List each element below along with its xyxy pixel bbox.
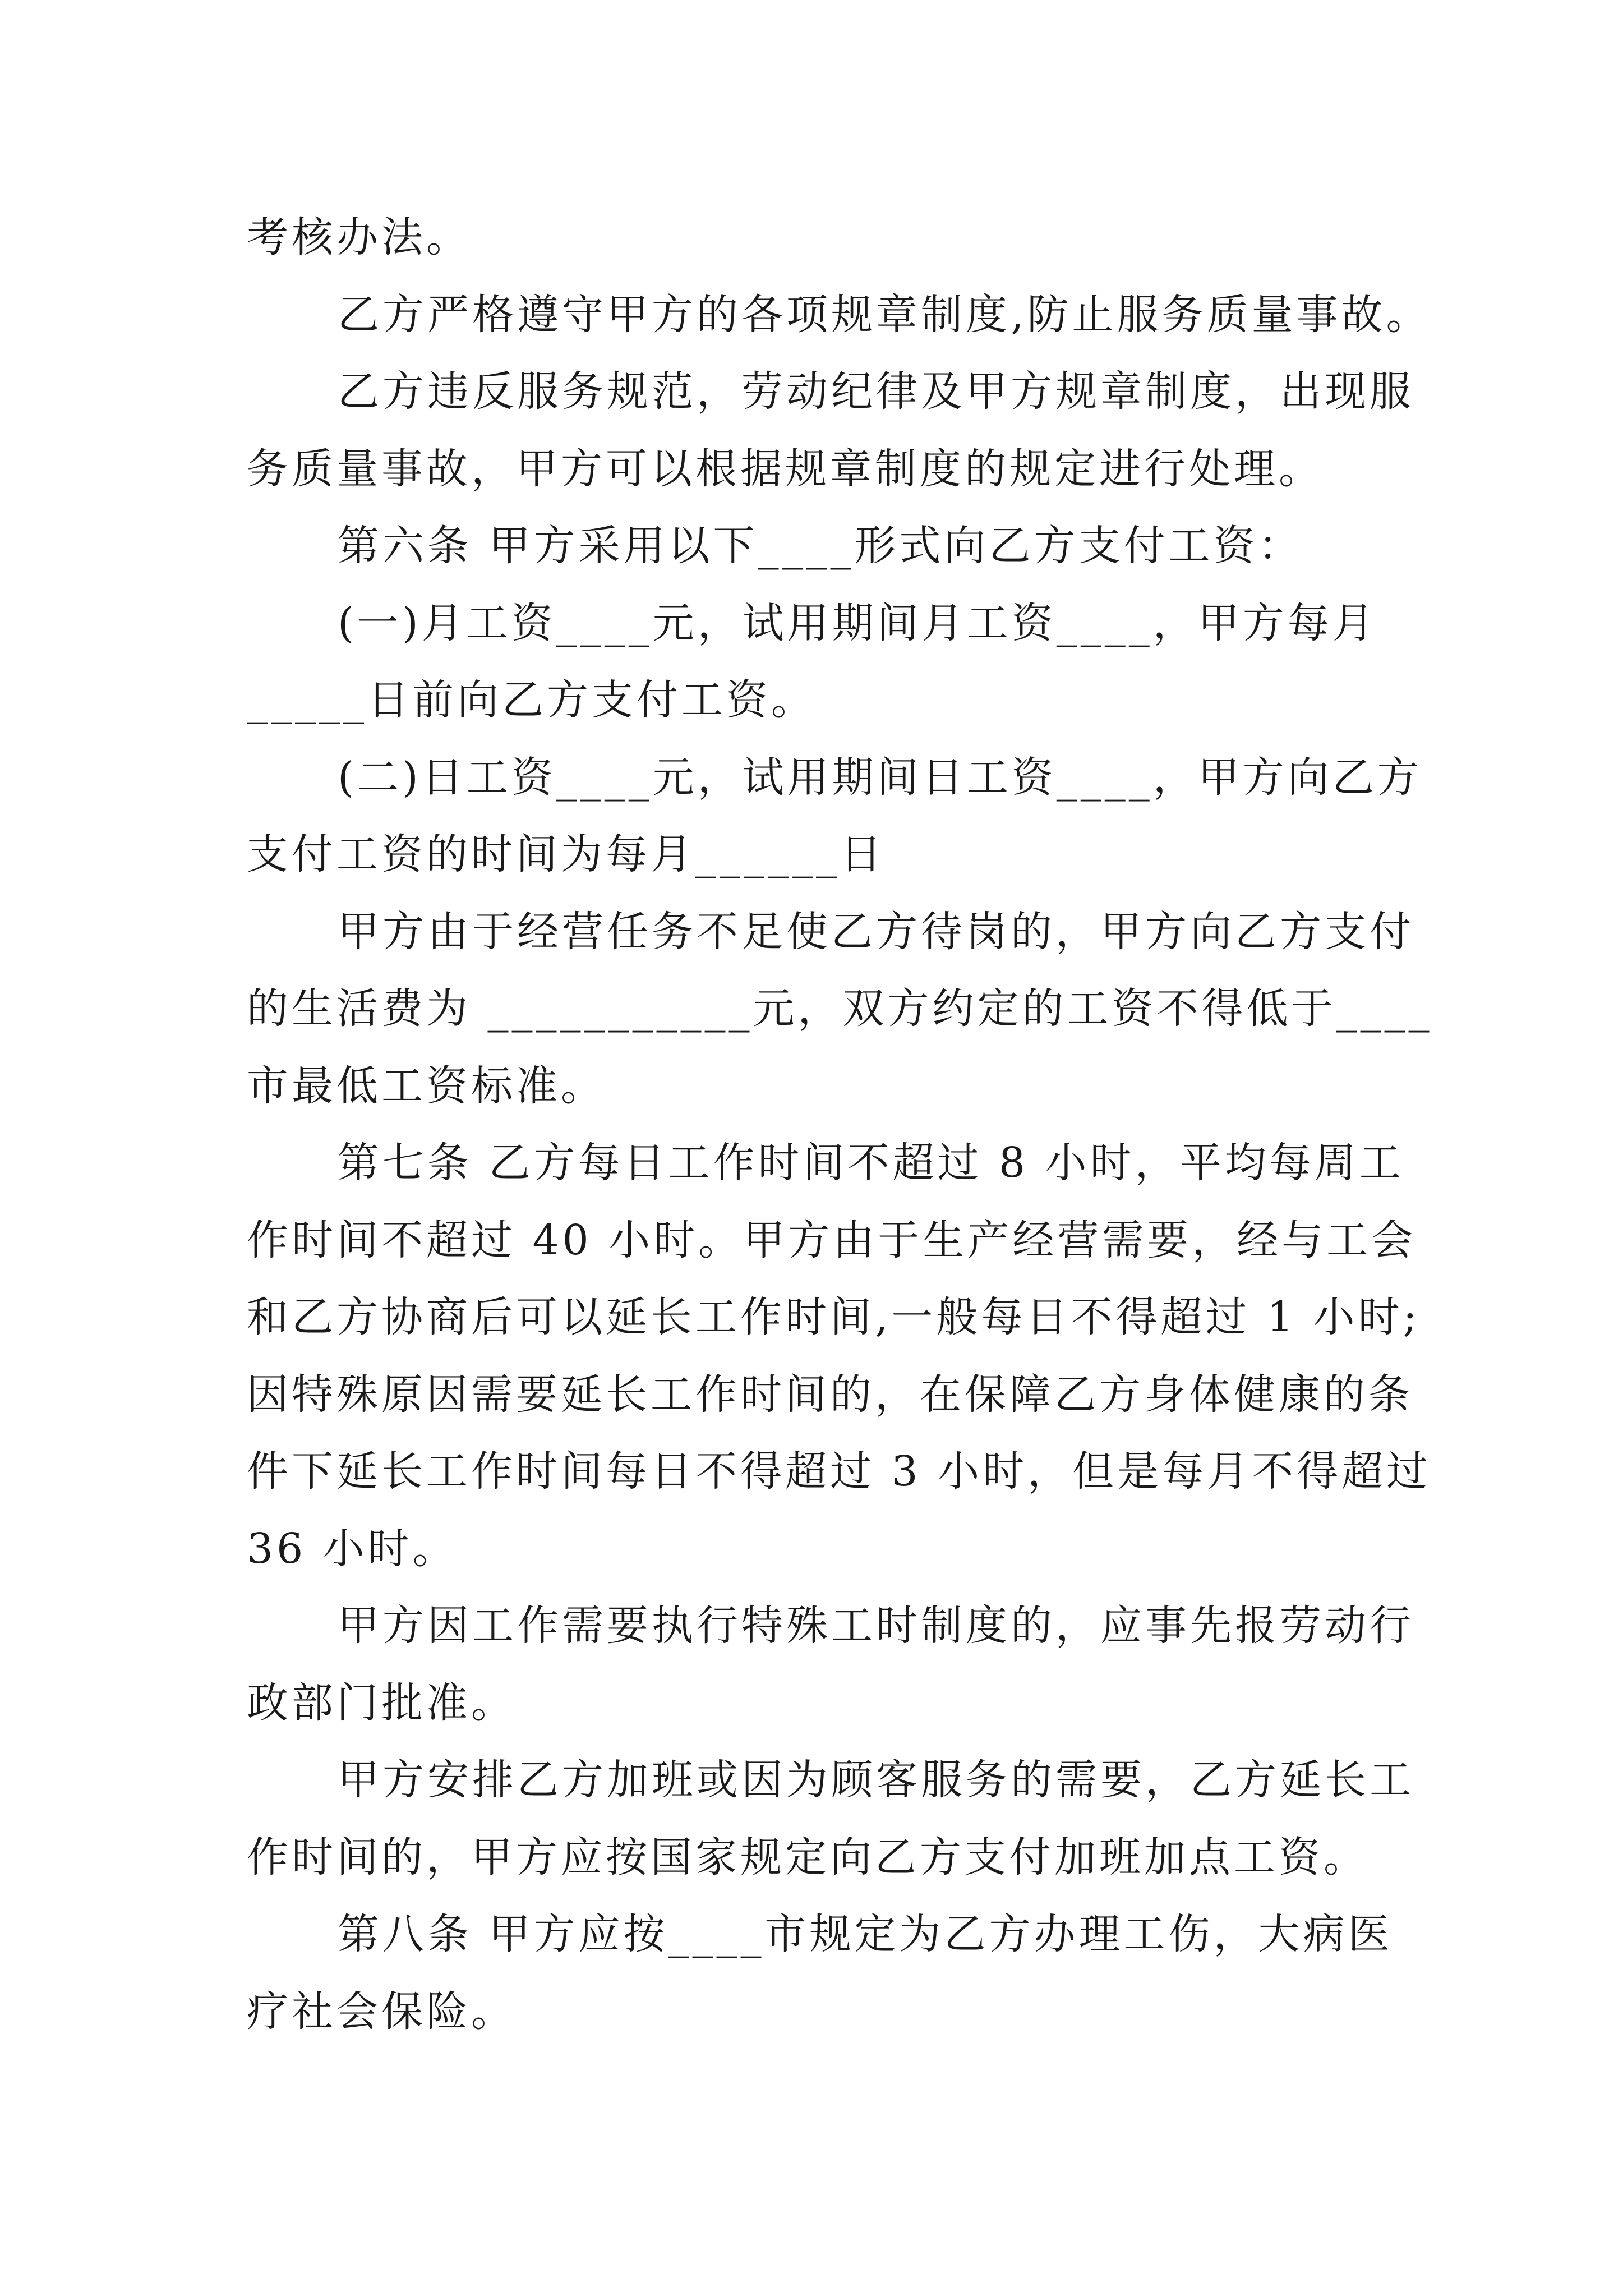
text-line: 第八条 甲方应按____市规定为乙方办理工伤，大病医 [338, 1910, 1393, 1958]
text-line: 务质量事故，甲方可以根据规章制度的规定进行处理。 [247, 444, 1324, 493]
text-line: 乙方严格遵守甲方的各项规章制度,防止服务质量事故。 [338, 290, 1431, 339]
text-line: 作时间的，甲方应按国家规定向乙方支付加班加点工资。 [247, 1833, 1368, 1881]
text-line: 和乙方协商后可以延长工作时间,一般每日不得超过 1 小时; [247, 1293, 1421, 1341]
text-line: 乙方违反服务规范，劳动纪律及甲方规章制度，出现服 [338, 367, 1414, 416]
text-line: 疗社会保险。 [247, 1987, 516, 2036]
text-line: 36 小时。 [247, 1524, 458, 1573]
text-line: 甲方因工作需要执行特殊工时制度的，应事先报劳动行 [338, 1602, 1414, 1650]
text-line: 甲方由于经营任务不足使乙方待岗的，甲方向乙方支付 [338, 907, 1414, 956]
text-line: 件下延长工作时间每日不得超过 3 小时，但是每月不得超过 [247, 1447, 1432, 1496]
text-line: (一)月工资____元，试用期间月工资____，甲方每月 [338, 599, 1377, 647]
text-line: 的生活费为 ___________元，双方约定的工资不得低于____ [247, 984, 1433, 1033]
text-line: 政部门批准。 [247, 1678, 516, 1727]
text-line: 第六条 甲方采用以下____形式向乙方支付工资： [338, 522, 1303, 570]
text-line: 市最低工资标准。 [247, 1061, 606, 1110]
text-line: _____日前向乙方支付工资。 [247, 676, 816, 724]
text-line: 甲方安排乙方加班或因为顾客服务的需要，乙方延长工 [338, 1756, 1414, 1804]
text-line: 作时间不超过 40 小时。甲方由于生产经营需要，经与工会 [247, 1216, 1417, 1264]
text-line: 考核办法。 [247, 213, 471, 261]
text-line: 第七条 乙方每日工作时间不超过 8 小时，平均每周工 [338, 1139, 1404, 1187]
text-line: 因特殊原因需要延长工作时间的，在保障乙方身体健康的条 [247, 1370, 1413, 1419]
document-body [247, 199, 1433, 2050]
text-line: 支付工资的时间为每月______日 [247, 830, 885, 878]
text-line: (二)日工资____元，试用期间日工资____，甲方向乙方 [338, 753, 1422, 802]
